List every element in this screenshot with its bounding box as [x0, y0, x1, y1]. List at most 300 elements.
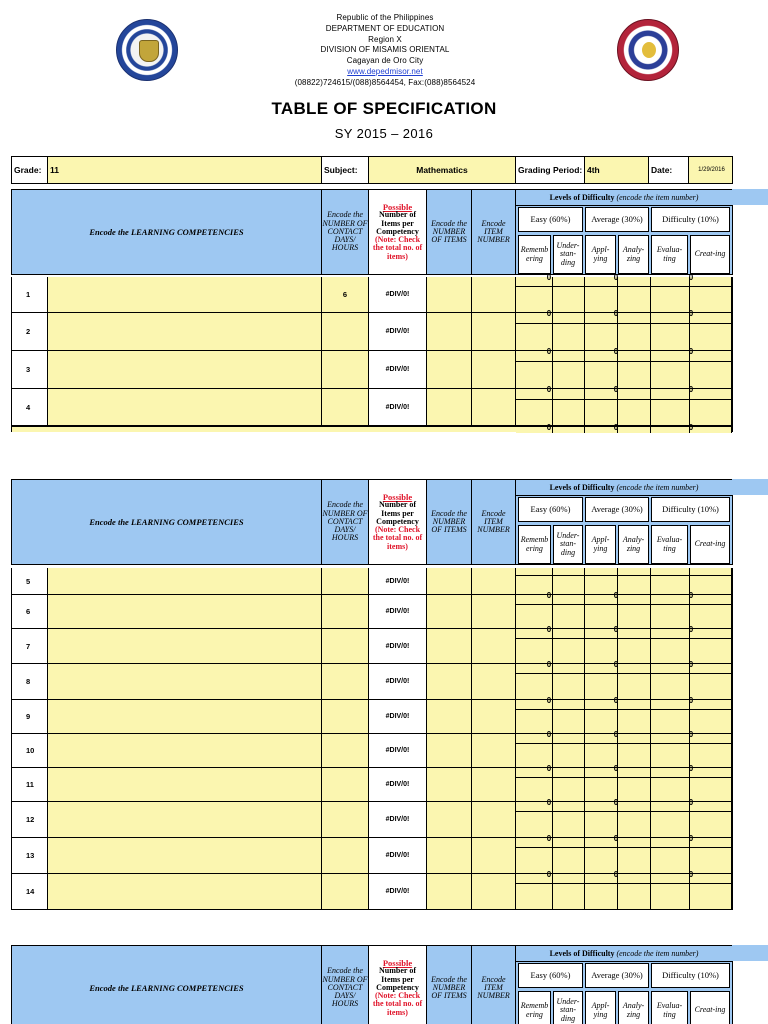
level-cell[interactable] [651, 629, 690, 663]
row-number: 8 [12, 664, 48, 699]
header-remembering: Rememb ering [518, 991, 551, 1024]
level-sum: 0 [613, 834, 619, 843]
possible-items-cell: #DIV/0! [369, 838, 427, 873]
level-cell[interactable] [553, 277, 585, 312]
header-levels-of-difficulty [516, 946, 732, 962]
level-cell[interactable] [690, 700, 732, 733]
level-cell[interactable] [618, 595, 651, 628]
header-item-number: Encode ITEM NUMBER [472, 480, 516, 564]
letterhead-line: Region X [368, 34, 402, 44]
level-cell[interactable] [618, 313, 651, 350]
header-competencies: Encode the LEARNING COMPETENCIES [12, 946, 322, 1024]
level-cell[interactable] [651, 568, 690, 594]
header-average: Average (30%) [585, 497, 649, 522]
level-divider [516, 399, 732, 400]
level-sum: 0 [613, 423, 619, 432]
level-sum: 0 [546, 591, 552, 600]
level-cell[interactable] [516, 277, 553, 312]
level-cell[interactable] [553, 700, 585, 733]
date-label: Date: [649, 157, 689, 183]
grade-label: Grade: [12, 157, 48, 183]
level-cell[interactable] [651, 838, 690, 873]
header-levels-of-difficulty [516, 190, 732, 206]
header-remembering: Rememb ering [518, 525, 551, 564]
level-cell[interactable] [651, 313, 690, 350]
header-analyzing: Analy- zing [618, 991, 649, 1024]
contact-days-cell[interactable] [322, 802, 369, 837]
level-cell[interactable] [618, 874, 651, 909]
header-levels-of-difficulty [516, 480, 732, 496]
header-contact-days: Encode the NUMBER OF CONTACT DAYS/ HOURS [322, 480, 369, 564]
row-number: 1 [12, 277, 48, 312]
level-cell[interactable] [651, 768, 690, 801]
competency-cell[interactable] [48, 351, 322, 388]
number-of-items-cell[interactable] [427, 351, 472, 388]
level-cell[interactable] [553, 568, 585, 594]
level-cell [690, 427, 732, 433]
level-cell[interactable] [585, 838, 618, 873]
level-sum: 0 [613, 798, 619, 807]
competency-cell[interactable] [48, 734, 322, 767]
level-cell[interactable] [553, 838, 585, 873]
contact-days-cell[interactable] [322, 568, 369, 594]
level-cell[interactable] [651, 277, 690, 312]
table-header [11, 189, 733, 275]
level-divider [516, 811, 732, 812]
table-row [11, 870, 733, 910]
date-value[interactable]: 1/29/2016 [698, 167, 725, 173]
header-competencies: Encode the LEARNING COMPETENCIES [12, 190, 322, 274]
header-creating: Creat-ing [690, 235, 730, 274]
competency-cell[interactable] [48, 700, 322, 733]
item-number-cell[interactable] [472, 595, 516, 628]
level-sum: 0 [688, 385, 694, 394]
level-divider [516, 323, 732, 324]
header-analyzing: Analy- zing [618, 525, 649, 564]
number-of-items-cell[interactable] [427, 277, 472, 312]
header-possible-items [369, 480, 427, 564]
contact-days-cell[interactable] [322, 595, 369, 628]
level-sum: 0 [688, 730, 694, 739]
row-number: 9 [12, 700, 48, 733]
level-cell[interactable] [585, 664, 618, 699]
table-row [11, 347, 733, 389]
level-cell[interactable] [651, 351, 690, 388]
level-cell[interactable] [553, 874, 585, 909]
item-number-cell[interactable] [472, 277, 516, 312]
contact-days-cell[interactable] [322, 351, 369, 388]
level-cell[interactable] [690, 629, 732, 663]
level-cell[interactable] [618, 568, 651, 594]
level-sum: 0 [546, 625, 552, 634]
competency-cell[interactable] [48, 313, 322, 350]
info-row [11, 156, 733, 184]
subject-label: Subject: [322, 157, 369, 183]
row-number: 7 [12, 629, 48, 663]
levels-note: (encode the item number) [616, 193, 699, 202]
level-sum: 0 [546, 798, 552, 807]
contact-days-cell[interactable] [322, 700, 369, 733]
header-analyzing: Analy- zing [618, 235, 649, 274]
possible-items-cell: #DIV/0! [369, 568, 427, 594]
level-sum: 0 [613, 309, 619, 318]
level-cell[interactable] [516, 802, 553, 837]
level-cell[interactable] [585, 351, 618, 388]
level-sum: 0 [546, 660, 552, 669]
contact-days-cell[interactable]: 6 [322, 277, 369, 312]
level-cell[interactable] [618, 629, 651, 663]
number-of-items-cell[interactable] [427, 838, 472, 873]
level-cell[interactable] [651, 595, 690, 628]
competency-cell[interactable] [48, 389, 322, 425]
item-number-cell[interactable] [472, 802, 516, 837]
header-easy: Easy (60%) [518, 207, 583, 232]
levels-strip [732, 479, 768, 495]
number-of-items-cell[interactable] [427, 568, 472, 594]
header-understanding: Under- stan- ding [553, 235, 583, 274]
header-item-number: Encode ITEM NUMBER [472, 946, 516, 1024]
row-number: 6 [12, 595, 48, 628]
level-cell[interactable] [553, 389, 585, 425]
item-number-cell[interactable] [472, 734, 516, 767]
level-cell[interactable] [690, 313, 732, 350]
level-cell[interactable] [690, 664, 732, 699]
level-cell[interactable] [516, 389, 553, 425]
deped-seal-logo [116, 19, 178, 81]
document-title: TABLE OF SPECIFICATION [271, 99, 497, 118]
level-cell[interactable] [618, 700, 651, 733]
possible-note: (Note: Check the total no. of items) [372, 991, 423, 1017]
level-cell[interactable] [651, 389, 690, 425]
level-sum: 0 [613, 730, 619, 739]
level-sum: 0 [688, 309, 694, 318]
level-divider [516, 847, 732, 848]
level-cell[interactable] [585, 277, 618, 312]
level-sum: 0 [546, 696, 552, 705]
header-applying: Appl- ying [585, 991, 616, 1024]
competency-cell[interactable] [48, 874, 322, 909]
possible-items-cell: #DIV/0! [369, 629, 427, 663]
level-cell[interactable] [690, 595, 732, 628]
table-row [11, 625, 733, 664]
possible-items-cell: #DIV/0! [369, 874, 427, 909]
table-row [11, 309, 733, 351]
possible-body: Number of Items per Competency [376, 210, 419, 236]
contact-days-cell[interactable] [322, 664, 369, 699]
header-applying: Appl- ying [585, 235, 616, 274]
level-cell[interactable] [690, 389, 732, 425]
level-divider [516, 883, 732, 884]
contact-days-cell[interactable] [322, 734, 369, 767]
header-number-of-items: Encode the NUMBER OF ITEMS [427, 480, 472, 564]
level-sum: 0 [546, 730, 552, 739]
header-contact-days: Encode the NUMBER OF CONTACT DAYS/ HOURS [322, 946, 369, 1024]
level-cell[interactable] [651, 700, 690, 733]
level-cell[interactable] [690, 734, 732, 767]
level-divider [516, 709, 732, 710]
level-sum: 0 [546, 870, 552, 879]
level-cell[interactable] [690, 768, 732, 801]
competency-cell[interactable] [48, 629, 322, 663]
level-divider [516, 361, 732, 362]
contact-days-cell[interactable] [322, 313, 369, 350]
letterhead-line: Cagayan de Oro City [346, 56, 424, 66]
school-year: SY 2015 – 2016 [334, 126, 434, 141]
level-sum: 0 [546, 423, 552, 432]
item-number-cell[interactable] [472, 700, 516, 733]
number-of-items-cell[interactable] [427, 629, 472, 663]
header-number-of-items: Encode the NUMBER OF ITEMS [427, 946, 472, 1024]
level-cell[interactable] [651, 874, 690, 909]
possible-items-cell: #DIV/0! [369, 313, 427, 350]
level-cell[interactable] [585, 313, 618, 350]
levels-title: Levels of Difficulty [549, 483, 615, 492]
level-cell [618, 427, 651, 433]
competency-cell[interactable] [48, 802, 322, 837]
level-sum: 0 [613, 625, 619, 634]
table-row [11, 834, 733, 874]
level-cell[interactable] [516, 351, 553, 388]
level-cell[interactable] [618, 838, 651, 873]
level-cell[interactable] [585, 802, 618, 837]
number-of-items-cell[interactable] [427, 389, 472, 425]
header-item-number: Encode ITEM NUMBER [472, 190, 516, 274]
competency-cell[interactable] [48, 838, 322, 873]
level-cell[interactable] [651, 734, 690, 767]
kagawaran-seal-logo [617, 19, 679, 81]
level-sum: 0 [688, 591, 694, 600]
level-sum: 0 [688, 273, 694, 282]
level-divider [516, 604, 732, 605]
row-number: 2 [12, 313, 48, 350]
grading-period-label: Grading Period: [516, 157, 585, 183]
level-cell [651, 427, 690, 433]
level-sum: 0 [688, 834, 694, 843]
table-row [11, 385, 733, 426]
level-cell[interactable] [585, 874, 618, 909]
item-number-cell[interactable] [472, 768, 516, 801]
row-number: 12 [12, 802, 48, 837]
level-cell[interactable] [553, 351, 585, 388]
level-sum: 0 [688, 870, 694, 879]
number-of-items-cell[interactable] [427, 802, 472, 837]
level-cell[interactable] [690, 277, 732, 312]
level-divider [516, 575, 732, 576]
level-divider [516, 743, 732, 744]
level-sum: 0 [546, 273, 552, 282]
possible-items-cell: #DIV/0! [369, 351, 427, 388]
table-row [11, 764, 733, 802]
competency-cell[interactable] [48, 595, 322, 628]
possible-title: Possible [382, 202, 413, 213]
competency-cell[interactable] [48, 664, 322, 699]
possible-note: (Note: Check the total no. of items) [372, 235, 423, 261]
possible-body: Number of Items per Competency [376, 966, 419, 992]
row-number: 11 [12, 768, 48, 801]
letterhead-line: DEPARTMENT OF EDUCATION [325, 23, 445, 33]
item-number-cell[interactable] [472, 664, 516, 699]
possible-items-cell: #DIV/0! [369, 768, 427, 801]
subject-value[interactable]: Mathematics [369, 157, 516, 183]
item-number-cell[interactable] [472, 389, 516, 425]
level-cell[interactable] [553, 629, 585, 663]
possible-items-cell: #DIV/0! [369, 595, 427, 628]
contact-days-cell[interactable] [322, 838, 369, 873]
level-sum: 0 [688, 696, 694, 705]
level-sum: 0 [546, 385, 552, 394]
level-cell[interactable] [553, 802, 585, 837]
number-of-items-cell[interactable] [427, 768, 472, 801]
levels-title: Levels of Difficulty [549, 949, 615, 958]
item-number-cell[interactable] [472, 629, 516, 663]
level-cell[interactable] [516, 838, 553, 873]
contact-days-cell[interactable] [322, 389, 369, 425]
level-sum: 0 [613, 273, 619, 282]
header-difficult: Difficulty (10%) [651, 497, 730, 522]
number-of-items-cell[interactable] [427, 313, 472, 350]
header-easy: Easy (60%) [518, 963, 583, 988]
level-cell[interactable] [618, 664, 651, 699]
letterhead [250, 13, 520, 89]
level-cell[interactable] [553, 313, 585, 350]
header-number-of-items: Encode the NUMBER OF ITEMS [427, 190, 472, 274]
level-sum: 0 [546, 834, 552, 843]
level-cell[interactable] [618, 802, 651, 837]
level-cell[interactable] [651, 664, 690, 699]
number-of-items-cell[interactable] [427, 700, 472, 733]
level-cell[interactable] [553, 595, 585, 628]
level-cell[interactable] [553, 734, 585, 767]
competency-cell[interactable] [48, 768, 322, 801]
level-cell[interactable] [585, 389, 618, 425]
level-cell[interactable] [618, 768, 651, 801]
level-sum: 0 [688, 764, 694, 773]
item-number-cell[interactable] [472, 874, 516, 909]
level-sum: 0 [688, 798, 694, 807]
header-easy: Easy (60%) [518, 497, 583, 522]
level-sum: 0 [546, 309, 552, 318]
table-row [11, 568, 733, 595]
level-cell [553, 427, 585, 433]
table-row [11, 696, 733, 734]
level-sum: 0 [613, 764, 619, 773]
table-row [11, 730, 733, 768]
number-of-items-cell[interactable] [427, 595, 472, 628]
header-applying: Appl- ying [585, 525, 616, 564]
number-of-items-cell[interactable] [427, 734, 472, 767]
header-difficult: Difficulty (10%) [651, 963, 730, 988]
item-number-cell[interactable] [472, 313, 516, 350]
row-number: 5 [12, 568, 48, 594]
level-sum: 0 [688, 423, 694, 432]
level-cell[interactable] [651, 802, 690, 837]
number-of-items-cell[interactable] [427, 664, 472, 699]
level-cell[interactable] [553, 768, 585, 801]
possible-items-cell: #DIV/0! [369, 389, 427, 425]
contact-days-cell[interactable] [322, 874, 369, 909]
levels-strip [732, 945, 768, 961]
competency-cell[interactable] [48, 568, 322, 594]
table-row [11, 591, 733, 629]
level-cell[interactable] [516, 629, 553, 663]
levels-note: (encode the item number) [616, 949, 699, 958]
header-contact-days: Encode the NUMBER OF CONTACT DAYS/ HOURS [322, 190, 369, 274]
level-cell[interactable] [516, 664, 553, 699]
level-cell[interactable] [618, 351, 651, 388]
level-cell[interactable] [618, 277, 651, 312]
row-number: 13 [12, 838, 48, 873]
competency-cell[interactable] [48, 277, 322, 312]
table-row [11, 660, 733, 700]
table-row [11, 798, 733, 838]
level-cell[interactable] [618, 734, 651, 767]
item-number-cell[interactable] [472, 838, 516, 873]
level-cell[interactable] [585, 629, 618, 663]
level-cell[interactable] [690, 838, 732, 873]
header-understanding: Under- stan- ding [553, 991, 583, 1024]
header-evaluating: Evalua- ting [651, 991, 688, 1024]
level-sum: 0 [613, 696, 619, 705]
number-of-items-cell[interactable] [427, 874, 472, 909]
website-link[interactable]: www.depedmisor.net [347, 66, 423, 76]
header-possible-items [369, 946, 427, 1024]
header-possible-items [369, 190, 427, 274]
possible-title: Possible [382, 492, 413, 503]
levels-note: (encode the item number) [616, 483, 699, 492]
header-average: Average (30%) [585, 963, 649, 988]
table-header [11, 479, 733, 565]
contact-days-cell[interactable] [322, 629, 369, 663]
level-cell[interactable] [690, 568, 732, 594]
row-number: 4 [12, 389, 48, 425]
possible-title: Possible [382, 958, 413, 969]
contact-numbers: (08822)724615/(088)8564454, Fax:(088)8564524 [294, 77, 476, 87]
header-difficult: Difficulty (10%) [651, 207, 730, 232]
level-cell[interactable] [690, 802, 732, 837]
header-understanding: Under- stan- ding [553, 525, 583, 564]
level-sum: 0 [546, 764, 552, 773]
level-cell[interactable] [618, 389, 651, 425]
level-cell[interactable] [516, 313, 553, 350]
item-number-cell[interactable] [472, 568, 516, 594]
level-sum: 0 [613, 660, 619, 669]
possible-items-cell: #DIV/0! [369, 802, 427, 837]
level-cell[interactable] [516, 874, 553, 909]
header-creating: Creat-ing [690, 991, 730, 1024]
possible-items-cell: #DIV/0! [369, 734, 427, 767]
possible-items-cell: #DIV/0! [369, 277, 427, 312]
grade-value[interactable]: 11 [48, 157, 322, 183]
levels-title: Levels of Difficulty [549, 193, 615, 202]
level-cell[interactable] [690, 874, 732, 909]
level-cell[interactable] [553, 664, 585, 699]
level-sum: 0 [613, 591, 619, 600]
table-header [11, 945, 733, 1024]
header-average: Average (30%) [585, 207, 649, 232]
item-number-cell[interactable] [472, 351, 516, 388]
contact-days-cell[interactable] [322, 768, 369, 801]
level-sum: 0 [688, 625, 694, 634]
level-divider [516, 286, 732, 287]
level-divider [516, 673, 732, 674]
level-sum: 0 [688, 347, 694, 356]
level-cell[interactable] [690, 351, 732, 388]
level-sum: 0 [546, 347, 552, 356]
header-creating: Creat-ing [690, 525, 730, 564]
table-continuation [11, 423, 733, 432]
grading-period-value[interactable]: 4th [585, 157, 649, 183]
levels-strip [732, 189, 768, 205]
